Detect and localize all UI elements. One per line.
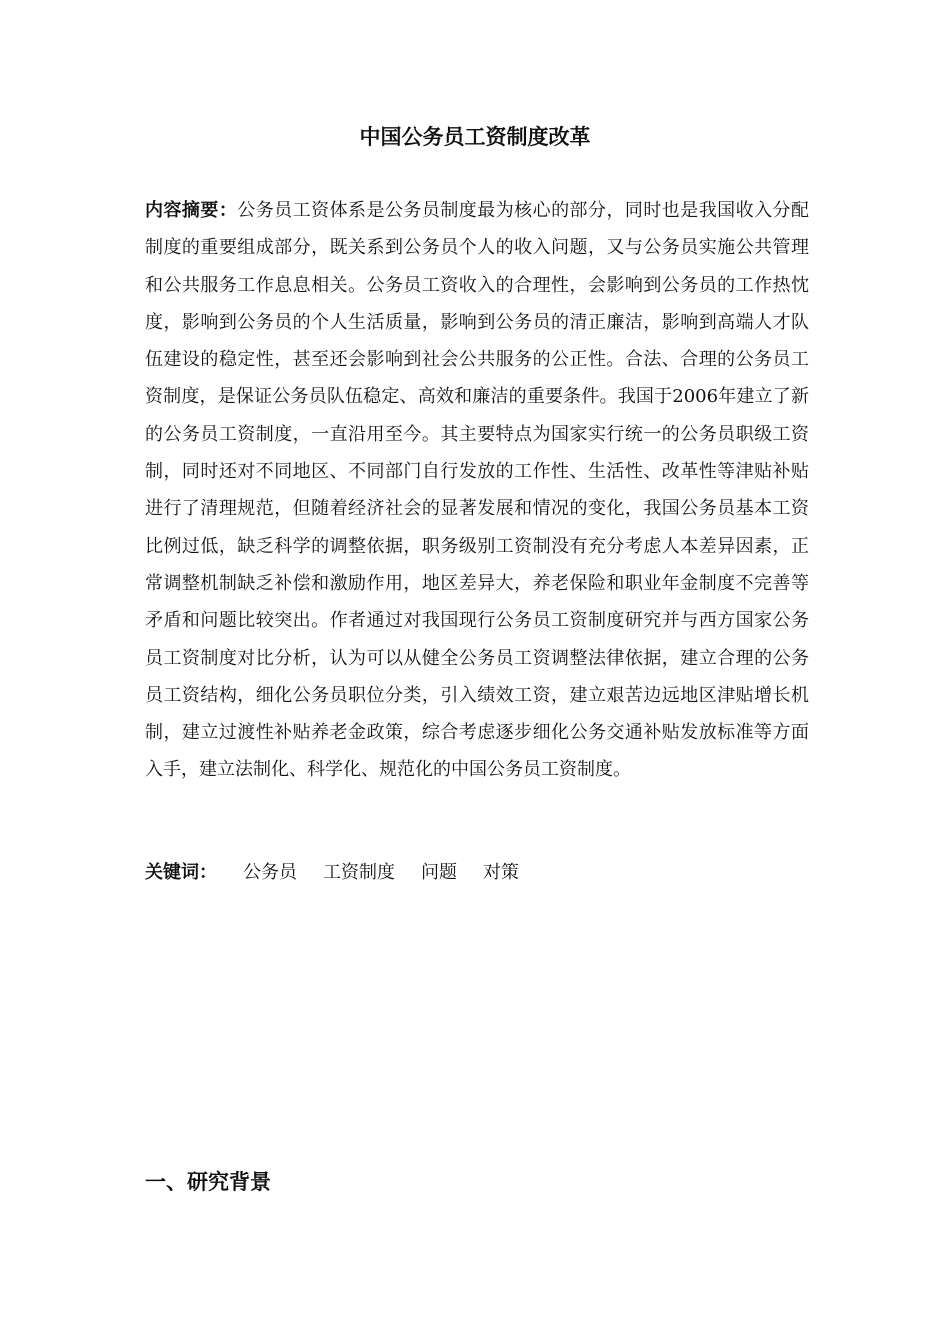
abstract-label: 内容摘要： [145,200,238,221]
keyword-item: 问题 [421,862,457,883]
section-heading: 一、研究背景 [145,1169,271,1194]
keyword-item: 公务员 [243,862,297,883]
abstract-text: 公务员工资体系是公务员制度最为核心的部分，同时也是我国收入分配制度的重要组成部分，既关系到公务员个人的收入问题，又与公务员实施公共管理和公共服务工作息息相关。公务员工资收入的合理性，会影响到公务员的工作热忱度，影响到公务员的个人生活质量，影响到公务员的清正廉洁，影响到高端人才队伍建设的稳定性，甚至还会影响到社会公共服务的公正性。合法、合理的公务员工资制度，是保证公务员队伍稳定、高效和廉洁的重要条件。我国于2006年建立了新的公务员工资制度，一直沿用至今。其主要特点为国家实行统一的公务员职级工资制，同时还对不同地区、不同部门自行发放的工作性、生活性、改革性等津贴补贴进行了清理规范，但随着经济社会的显著发展和情况的变化，我国公务员基本工资比例过低，缺乏科学的调整依据，职务级别工资制没有充分考虑人本差异因素，正常调整机制缺乏补偿和激励作用，地区差异大，养老保险和职业年金制度不完善等矛盾和问题比较突出。作者通过对我国现行公务员工资制度研究并与西方国家公务员工资制度对比分析，认为可以从健全公务员工资调整法律依据，建立合理的公务员工资结构，细化公务员职位分类，引入绩效工资，建立艰苦边远地区津贴增长机制，建立过渡性补贴养老金政策，综合考虑逐步细化公务交通补贴发放标准等方面入手，建立法制化、科学化、规范化的中国公务员工资制度。 [145,200,810,781]
document-title: 中国公务员工资制度改革 [359,124,591,149]
keywords-label: 关键词： [145,862,217,883]
keyword-item: 工资制度 [323,862,395,883]
abstract-paragraph [145,192,809,789]
keywords-line [145,857,809,889]
keyword-item: 对策 [483,862,519,883]
